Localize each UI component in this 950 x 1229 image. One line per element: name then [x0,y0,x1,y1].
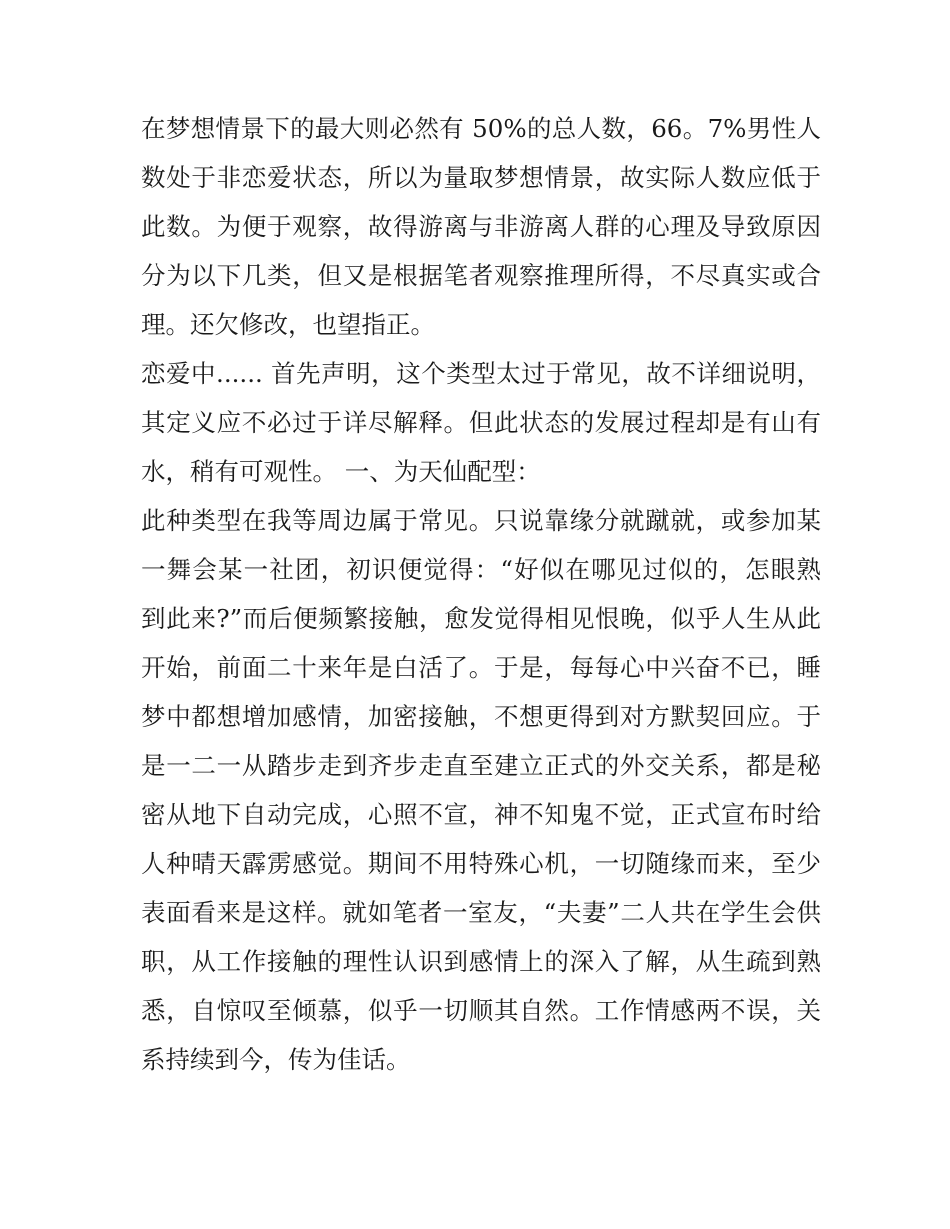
text-line: 在梦想情景下的最大则必然有 50%的总人数，66。7%男性人 [141,114,821,143]
text-line: 表面看来是这样。就如笔者一室友，“夫妻”二人共在学生会供 [141,898,821,927]
text-line: 其定义应不必过于详尽解释。但此状态的发展过程却是有山有 [141,408,821,437]
text-line: 开始，前面二十来年是白活了。于是，每每心中兴奋不已，睡 [141,653,821,682]
text-line: 人种晴天霹雳感觉。期间不用特殊心机，一切随缘而来，至少 [141,849,821,878]
text-line: 悉，自惊叹至倾慕，似乎一切顺其自然。工作情感两不误，关 [141,996,821,1025]
text-line: 是一二一从踏步走到齐步走直至建立正式的外交关系，都是秘 [141,751,821,780]
text-line: 理。还欠修改，也望指正。 [141,310,435,339]
text-line: 水，稍有可观性。 一、为天仙配型： [141,457,541,486]
text-line: 到此来?”而后便频繁接触，愈发觉得相见恨晚，似乎人生从此 [141,604,821,633]
text-line: 分为以下几类，但又是根据笔者观察推理所得，不尽真实或合 [141,261,821,290]
text-line: 系持续到今，传为佳话。 [141,1045,411,1074]
text-line: 梦中都想增加感情，加密接触，不想更得到对方默契回应。于 [141,702,821,731]
body-text [141,104,821,1084]
text-line: 恋爱中...... 首先声明，这个类型太过于常见，故不详细说明， [141,359,821,388]
text-line: 密从地下自动完成，心照不宣，神不知鬼不觉，正式宣布时给 [141,800,821,829]
text-line: 数处于非恋爱状态，所以为量取梦想情景，故实际人数应低于 [141,163,821,192]
text-line: 一舞会某一社团，初识便觉得：“好似在哪见过似的，怎眼熟 [141,555,821,584]
text-line: 此数。为便于观察，故得游离与非游离人群的心理及导致原因 [141,212,821,241]
text-line: 职，从工作接触的理性认识到感情上的深入了解，从生疏到熟 [141,947,821,976]
text-line: 此种类型在我等周边属于常见。只说靠缘分就蹴就，或参加某 [141,506,821,535]
